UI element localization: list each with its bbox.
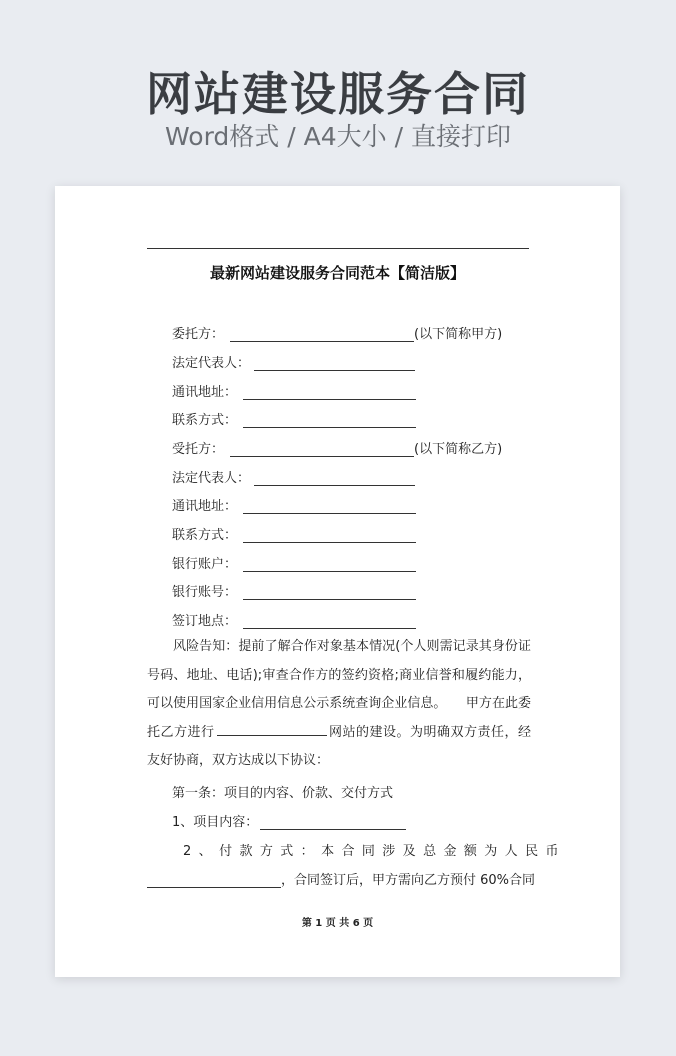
blank-line — [260, 815, 406, 830]
field-contractor-address — [172, 494, 416, 514]
field-client-contact — [172, 408, 416, 428]
field-bank-number — [172, 580, 416, 600]
blank-line — [243, 413, 416, 428]
risk-text-a: 风险告知：提前了解合作对象基本情况(个人则需记录其身份证号码、地址、电话);审查合作方的签约资格;商业信誉和履约能力，可以使用国家企业信用信息公示系统查询企业信息。 甲方在此委托乙方进行 — [147, 639, 531, 740]
field-contractor — [172, 437, 502, 457]
blank-line — [217, 722, 327, 736]
document-page — [55, 186, 620, 977]
risk-paragraph — [147, 633, 531, 776]
field-label: 银行账号： — [172, 585, 238, 600]
blank-line — [243, 557, 416, 572]
banner-title: 网站建设服务合同 — [146, 67, 530, 121]
field-signing-place — [172, 609, 416, 629]
blank-line — [243, 528, 416, 543]
field-suffix: (以下简称乙方) — [414, 442, 503, 457]
field-bank-account — [172, 552, 416, 572]
field-label: 受托方： — [172, 442, 225, 457]
article-1-heading: 第一条：项目的内容、价款、交付方式 — [172, 786, 394, 801]
item-1-project-content — [172, 810, 406, 830]
field-label: 联系方式： — [172, 413, 238, 428]
blank-line — [147, 873, 281, 888]
field-contractor-legal-rep — [172, 466, 415, 486]
blank-line — [243, 585, 416, 600]
banner-subtitle: Word格式 / A4大小 / 直接打印 — [165, 122, 511, 151]
blank-line — [230, 442, 414, 457]
risk-text-b: 网站的建设。为明确双方责任，经友好协商，双方达成以下协议： — [147, 724, 531, 769]
blank-line — [243, 499, 416, 514]
blank-line — [243, 614, 416, 629]
field-client-address — [172, 380, 416, 400]
field-label: 委托方： — [172, 327, 225, 342]
field-label: 通讯地址： — [172, 385, 238, 400]
field-label: 联系方式： — [172, 528, 238, 543]
page-footer: 第 1 页 共 6 页 — [301, 918, 374, 929]
field-label: 法定代表人： — [172, 356, 251, 371]
item-label: 1、项目内容： — [172, 815, 259, 830]
item-2-payment-line2 — [147, 868, 535, 888]
blank-line — [230, 327, 414, 342]
document-title: 最新网站建设服务合同范本【简洁版】 — [209, 264, 465, 282]
field-suffix: (以下简称甲方) — [414, 327, 503, 342]
blank-line — [254, 356, 415, 371]
field-label: 通讯地址： — [172, 499, 238, 514]
field-client-legal-rep — [172, 351, 415, 371]
blank-line — [254, 471, 415, 486]
item-2-payment-line1: 2、付款方式：本合同涉及总金额为人民币 — [183, 844, 566, 859]
field-label: 法定代表人： — [172, 471, 251, 486]
field-client — [172, 322, 502, 342]
field-label: 银行账户： — [172, 557, 238, 572]
header-rule — [147, 248, 529, 249]
field-contractor-contact — [172, 523, 416, 543]
item-text: ，合同签订后，甲方需向乙方预付 60%合同 — [281, 873, 536, 888]
field-label: 签订地点： — [172, 614, 238, 629]
blank-line — [243, 385, 416, 400]
